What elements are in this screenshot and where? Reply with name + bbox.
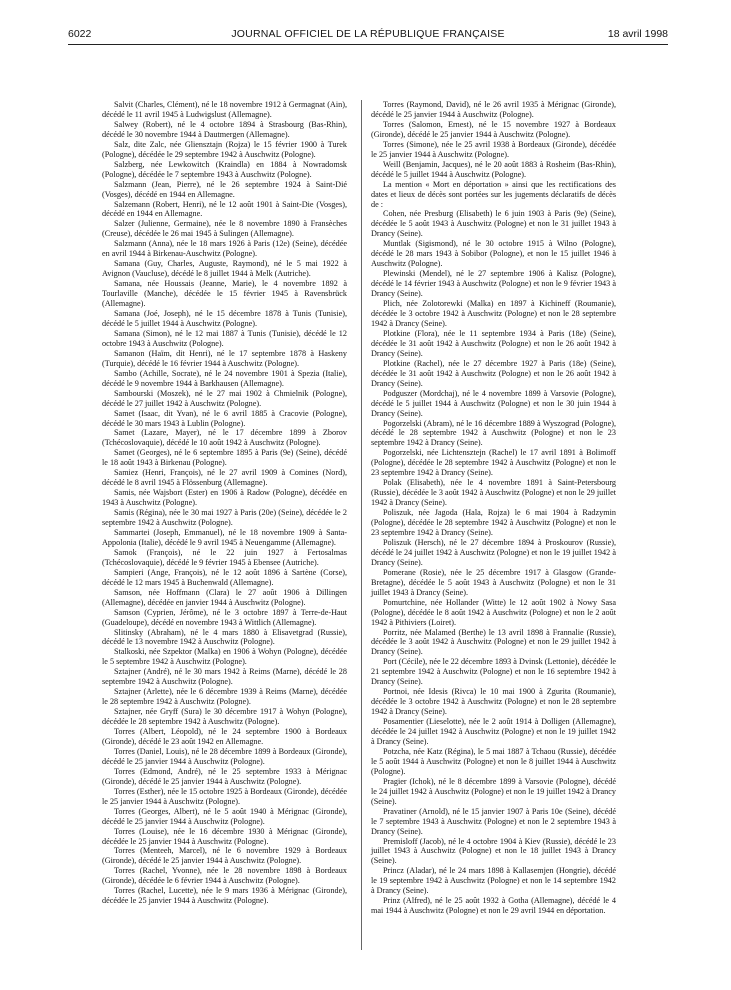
right-entry: Prinz (Alfred), né le 25 août 1932 à Gotha (Allemagne), décédé le 4 mai 1944 à Auschwitz (Pologne) et non le 29 avril 1944 en déportation. — [371, 896, 616, 916]
left-entry: Samis (Régina), née le 30 mai 1927 à Paris (20e) (Seine), décédée le 2 septembre 1942 à Auschwitz (Pologne). — [102, 508, 347, 528]
left-entry: Torres (Louise), née le 16 décembre 1930 à Mérignac (Gironde), décédée le 25 janvier 1944 à Auschwitz (Pologne). — [102, 826, 347, 846]
left-entry: Torres (Esther), née le 15 octobre 1925 à Bordeaux (Gironde), décédée le 25 janvier 1944 à Auschwitz (Pologne). — [102, 786, 347, 806]
left-entry: Salwey (Robert), né le 4 octobre 1894 à Strasbourg (Bas-Rhin), décédé le 30 novembre 1944 à Dautmergen (Allemagne). — [102, 119, 347, 139]
left-entry: Sztajner, née Gryff (Sura) le 30 décembre 1917 à Wohyn (Pologne), décédée le 28 septembre 1942 à Auschwitz (Pologne). — [102, 707, 347, 727]
left-entry: Samanon (Haïm, dit Henri), né le 17 septembre 1878 à Haskeny (Turquie), décédé le 16 février 1944 à Auschwitz (Pologne). — [102, 348, 347, 368]
right-entry: Podguszer (Mordchaj), né le 4 novembre 1899 à Varsovie (Pologne), décédé le 5 juillet 1944 à Auschwitz (Pologne) et non le 30 juin 1944 à Drancy (Seine). — [371, 388, 616, 418]
left-entry: Samet (Isaac, dit Yvan), né le 6 avril 1885 à Cracovie (Pologne), décédé le 30 mars 1943 à Lublin (Pologne). — [102, 408, 347, 428]
left-entry: Sambourski (Moszek), né le 27 mai 1902 à Chmielnik (Pologne), décédé le 27 juillet 1942 à Auschwitz (Pologne). — [102, 388, 347, 408]
left-entry: Samana (Guy, Charles, Auguste, Raymond), né le 5 mai 1922 à Avignon (Vaucluse), décédé le 8 juillet 1944 à Melk (Autriche). — [102, 259, 347, 279]
right-entry: Pravatiner (Arnold), né le 15 janvier 1907 à Paris 10e (Seine), décédé le 7 septembre 1943 à Auschwitz (Pologne) et non le 2 septembre 1943 à Drancy (Seine). — [371, 806, 616, 836]
left-entry: Sztajner (Arlette), née le 6 décembre 1939 à Reims (Marne), décédée le 28 septembre 1942 à Auschwitz (Pologne). — [102, 687, 347, 707]
right-entry: Portnoi, née Idesis (Rivca) le 10 mai 1900 à Zgurita (Roumanie), décédée le 3 octobre 1942 à Auschwitz (Pologne) et non le 28 septembre 1942 à Drancy (Seine). — [371, 687, 616, 717]
right-entry: Porritz, née Malamed (Berthe) le 13 avril 1898 à Frannalie (Russie), décédée le 3 août 1942 à Auschwitz (Pologne) et non le 29 juillet 1942 à Drancy (Seine). — [371, 627, 616, 657]
right-entry: Plich, née Zolotorewki (Malka) en 1897 à Kichineff (Roumanie), décédée le 3 octobre 1942 à Auschwitz (Pologne) et non le 28 septembre 1942 à Drancy (Seine). — [371, 299, 616, 328]
left-entry: Salz, dite Zalc, née Gliensztajn (Rojza) le 15 février 1900 à Turek (Pologne), décédée le 29 septembre 1942 à Auschwitz (Pologne). — [102, 139, 347, 159]
right-entry: Posamentier (Lieselotte), née le 2 août 1914 à Dolligen (Allemagne), décédée le 24 juillet 1942 à Auschwitz (Pologne) et non le 19 juillet 1942 à Drancy (Seine). — [371, 717, 616, 746]
left-entry: Salvit (Charles, Clément), né le 18 novembre 1912 à Germagnat (Ain), décédé le 11 avril 1945 à Ludwigslust (Allemagne). — [102, 100, 347, 119]
right-entry: Torres (Salomon, Ernest), né le 15 novembre 1927 à Bordeaux (Gironde), décédé le 25 janvier 1944 à Auschwitz (Pologne). — [371, 119, 616, 139]
left-entry: Salzmann (Anna), née le 18 mars 1926 à Paris (12e) (Seine), décédée en avril 1944 à Birkenau-Auschwitz (Pologne). — [102, 239, 347, 259]
left-entry: Salzberg, née Lewkowitch (Kraindla) en 1884 à Nowradomsk (Pologne), décédée le 7 septembre 1943 à Auschwitz (Pologne). — [102, 159, 347, 179]
left-entry: Samet (Lazare, Mayer), né le 17 décembre 1899 à Zborov (Tchécoslovaquie), décédé le 10 août 1942 à Auschwitz (Pologne). — [102, 428, 347, 448]
left-entry: Samson (Cyprien, Jérôme), né le 3 octobre 1897 à Terre-de-Haut (Guadeloupe), décédé en novembre 1943 à Wittlich (Allemagne). — [102, 607, 347, 627]
left-entry: Salzmann (Jean, Pierre), né le 26 septembre 1924 à Saint-Dié (Vosges), décédé en 1944 en Allemagne. — [102, 179, 347, 199]
page-number: 6022 — [68, 28, 92, 40]
left-entry: Sztajner (André), né le 30 mars 1942 à Reims (Marne), décédé le 28 septembre 1942 à Auschwitz (Pologne). — [102, 667, 347, 687]
left-entry: Torres (Menteeh, Marcel), né le 6 novembre 1929 à Bordeaux (Gironde), décédé le 25 janvier 1944 à Auschwitz (Pologne). — [102, 846, 347, 866]
left-entry: Samok (François), né le 22 juin 1927 à Fertosalmas (Tchécoslovaquie), décédé le 9 février 1945 à Ebensee (Autriche). — [102, 547, 347, 567]
left-entry: Samson, née Hoffmann (Clara) le 27 août 1906 à Dillingen (Allemagne), décédée en janvier 1944 à Auschwitz (Pologne). — [102, 587, 347, 607]
right-entry: Potzcha, née Katz (Régina), le 5 mai 1887 à Tchaou (Russie), décédée le 5 août 1944 à Auschwitz (Pologne) et non le 8 juillet 1944 à Auschwitz (Pologne). — [371, 746, 616, 776]
left-entry: Sambo (Achille, Socrate), né le 24 novembre 1901 à Spezia (Italie), décédé le 9 novembre 1944 à Barkhausen (Allemagne). — [102, 368, 347, 388]
left-entry: Sampieri (Ange, François), né le 12 août 1896 à Sartène (Corse), décédé le 12 mars 1945 à Buchenwald (Allemagne). — [102, 567, 347, 587]
left-entry: Samis, née Wajsbort (Ester) en 1906 à Radow (Pologne), décédée en 1943 à Auschwitz (Pologne). — [102, 488, 347, 508]
column-divider — [361, 100, 362, 950]
right-entry: Premisloff (Jacob), né le 4 octobre 1904 à Kiev (Russie), décédé le 23 juillet 1943 à Auschwitz (Pologne) et non le 18 juillet 1943 à Drancy (Seine). — [371, 836, 616, 866]
right-column — [371, 100, 616, 916]
left-entry: Torres (Daniel, Louis), né le 28 décembre 1899 à Bordeaux (Gironde), décédé le 25 janvier 1944 à Auschwitz (Pologne). — [102, 746, 347, 766]
left-entry: Torres (Rachel, Yvonne), née le 28 novembre 1898 à Bordeaux (Gironde), décédée le 6 février 1944 à Auschwitz (Pologne). — [102, 866, 347, 886]
right-entry: Pomerane (Rosie), née le 25 décembre 1917 à Glasgow (Grande-Bretagne), décédée le 5 août 1943 à Auschwitz (Pologne) et non le 31 juillet 1943 à Drancy (Seine). — [371, 567, 616, 597]
right-entry: Plewinski (Mendel), né le 27 septembre 1906 à Kalisz (Pologne), décédé le 14 février 1943 à Auschwitz (Pologne) et non le 9 février 1943 à Drancy (Seine). — [371, 269, 616, 299]
right-entry: Torres (Raymond, David), né le 26 avril 1935 à Mérignac (Gironde), décédé le 25 janvier 1944 à Auschwitz (Pologne). — [371, 100, 616, 119]
left-entry: Sammartei (Joseph, Emmanuel), né le 18 novembre 1909 à Santa-Appolonia (Italie), décédé le 9 avril 1945 à Neuengamme (Allemagne). — [102, 527, 347, 547]
left-entry: Samana (Simon), né le 12 mai 1887 à Tunis (Tunisie), décédé le 12 octobre 1943 à Auschwitz (Pologne). — [102, 328, 347, 348]
right-entry: Princz (Aladar), né le 24 mars 1898 à Kallasemjen (Hongrie), décédé le 19 septembre 1942 à Auschwitz (Pologne) et non le 14 septembre 1942 à Drancy (Seine). — [371, 866, 616, 896]
right-entry: Muntlak (Sigismond), né le 30 octobre 1915 à Wilno (Pologne), décédé le 28 mars 1943 à Sobibor (Pologne), et non le 15 juillet 1946 à Auschwitz (Pologne). — [371, 239, 616, 269]
right-entry: Pogorzelski (Abram), né le 16 décembre 1889 à Wyszograd (Pologne), décédé le 28 septembre 1942 à Auschwitz (Pologne) et non le 23 septembre 1942 à Drancy (Seine). — [371, 418, 616, 448]
right-entry: Pomurtchine, née Hollander (Witte) le 12 août 1902 à Nowy Sasa (Pologne), décédée le 8 août 1942 à Auschwitz (Pologne) et non le 2 août 1942 à Pithiviers (Loiret). — [371, 597, 616, 627]
header-rule — [68, 44, 668, 45]
right-entry: Port (Cécile), née le 22 décembre 1893 à Dvinsk (Lettonie), décédée le 21 septembre 1942 à Auschwitz (Pologne) et non le 16 septembre 1942 à Drancy (Seine). — [371, 657, 616, 687]
right-entry: Plotkine (Rachel), née le 27 décembre 1927 à Paris (18e) (Seine), décédée le 31 août 1942 à Auschwitz (Pologne) et non le 26 août 1942 à Drancy (Seine). — [371, 358, 616, 388]
right-entry: Pogorzelski, née Lichtensztejn (Rachel) le 17 avril 1891 à Bolimoff (Pologne), décédée le 28 septembre 1942 à Auschwitz (Pologne) et non le 23 septembre 1942 à Drancy (Seine). — [371, 448, 616, 478]
publication-date: 18 avril 1998 — [607, 28, 668, 40]
left-entry: Salzemann (Robert, Henri), né le 12 août 1901 à Saint-Die (Vosges), décédé en 1944 en Allemagne. — [102, 199, 347, 219]
right-entry: Torres (Simone), née le 25 avril 1938 à Bordeaux (Gironde), décédée le 25 janvier 1944 à Auschwitz (Pologne). — [371, 139, 616, 159]
left-entry: Stalkoski, née Szpektor (Malka) en 1906 à Wohyn (Pologne), décédée le 5 septembre 1942 à Auschwitz (Pologne). — [102, 647, 347, 667]
right-entry: Pragier (Ichok), né le 8 décembre 1899 à Varsovie (Pologne), décédé le 24 juillet 1942 à Auschwitz (Pologne) et non le 19 juillet 1942 à Drancy (Seine). — [371, 776, 616, 806]
left-entry: Salzer (Julienne, Germaine), née le 8 novembre 1890 à Fransèches (Creuse), décédée le 26 mai 1945 à Sulingen (Allemagne). — [102, 219, 347, 239]
right-entry: Weill (Benjamin, Jacques), né le 20 août 1883 à Rosheim (Bas-Rhin), décédé le 5 juillet 1944 à Auschwitz (Pologne). — [371, 159, 616, 179]
right-entry: La mention « Mort en déportation » ainsi que les rectifications des dates et lieux de décès sont portées sur les jugements déclaratifs de décès de : — [371, 179, 616, 209]
left-entry: Samiez (Henri, François), né le 27 avril 1909 à Comines (Nord), décédé le 8 avril 1945 à Flössenburg (Allemagne). — [102, 468, 347, 488]
page-header — [68, 28, 668, 42]
right-entry: Plotkine (Flora), née le 11 septembre 1934 à Paris (18e) (Seine), décédée le 31 août 1942 à Auschwitz (Pologne) et non le 26 août 1942 à Drancy (Seine). — [371, 328, 616, 358]
left-entry: Slitinsky (Abraham), né le 4 mars 1880 à Elisavetgrad (Russie), décédé le 13 novembre 1942 à Auschwitz (Pologne). — [102, 627, 347, 647]
left-entry: Torres (Albert, Léopold), né le 24 septembre 1900 à Bordeaux (Gironde), décédé le 23 août 1942 en Allemagne. — [102, 727, 347, 746]
left-entry: Samana (Joé, Joseph), né le 15 décembre 1878 à Tunis (Tunisie), décédé le 5 juillet 1944 à Auschwitz (Pologne). — [102, 309, 347, 328]
left-entry: Samet (Georges), né le 6 septembre 1895 à Paris (9e) (Seine), décédé le 18 août 1943 à Birkenau (Pologne). — [102, 448, 347, 468]
left-entry: Torres (Edmond, André), né le 25 septembre 1933 à Mérignac (Gironde), décédé le 25 janvier 1944 à Auschwitz (Pologne). — [102, 766, 347, 786]
left-entry: Samana, née Houssais (Jeanne, Marie), le 4 novembre 1892 à Tourlaville (Manche), décédée le 15 février 1945 à Ravensbrück (Allemagne). — [102, 279, 347, 309]
right-entry: Polak (Elisabeth), née le 4 novembre 1891 à Saint-Petersbourg (Russie), décédée le 3 août 1942 à Auschwitz (Pologne) et non le 29 juillet 1942 à Drancy (Seine). — [371, 478, 616, 508]
right-entry: Poliszuk, née Jagoda (Hala, Rojza) le 6 mai 1904 à Radzymin (Pologne), décédée le 28 septembre 1942 à Auschwitz (Pologne) et non le 23 septembre 1942 à Drancy (Seine). — [371, 508, 616, 537]
left-column — [102, 100, 347, 906]
journal-title: JOURNAL OFFICIEL DE LA RÉPUBLIQUE FRANÇAISE — [231, 28, 505, 40]
right-entry: Poliszuk (Hersch), né le 27 décembre 1894 à Proskourov (Russie), décédé le 24 juillet 1942 à Auschwitz (Pologne) et non le 19 juillet 1942 à Drancy (Seine). — [371, 537, 616, 567]
left-entry: Torres (Rachel, Lucette), née le 9 mars 1936 à Mérignac (Gironde), décédée le 25 janvier 1944 à Auschwitz (Pologne). — [102, 886, 347, 906]
right-entry: Cohen, née Presburg (Elisabeth) le 6 juin 1903 à Paris (9e) (Seine), décédée le 5 août 1943 à Auschwitz (Pologne) et non le 31 juillet 1943 à Drancy (Seine). — [371, 209, 616, 239]
left-entry: Torres (Georges, Albert), né le 5 août 1940 à Mérignac (Gironde), décédé le 25 janvier 1944 à Auschwitz (Pologne). — [102, 806, 347, 826]
